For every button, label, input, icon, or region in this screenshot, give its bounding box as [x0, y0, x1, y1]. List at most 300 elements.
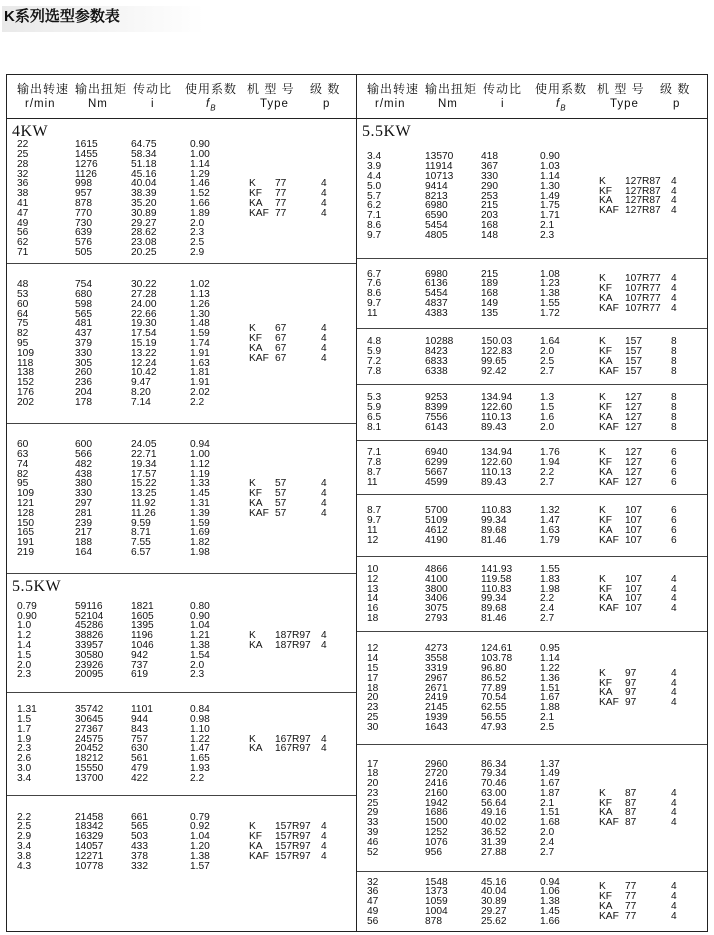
factor-value: 1.46: [190, 178, 210, 190]
factor-value: 1.47: [540, 515, 560, 527]
ratio-value: 63.00: [481, 787, 507, 799]
torque-value: 6980: [425, 268, 448, 280]
factor-value: 2.0: [540, 421, 555, 433]
torque-value: 5700: [425, 505, 448, 517]
torque-value: 2960: [425, 758, 448, 770]
speed-value: 3.4: [17, 772, 32, 784]
torque-value: 4805: [425, 229, 448, 241]
pole-count: 6: [671, 505, 677, 517]
value-column: [75, 813, 103, 872]
ratio-value: 630: [131, 743, 148, 755]
value-column: [367, 878, 378, 927]
speed-value: 1.4: [17, 639, 32, 651]
ratio-value: 122.60: [481, 402, 513, 414]
speed-value: 2.3: [17, 669, 32, 681]
model-size: 57: [275, 497, 287, 509]
ratio-value: 22.66: [131, 308, 157, 320]
model-type: K: [249, 478, 256, 490]
pole-count: 6: [671, 476, 677, 488]
speed-value: 7.8: [367, 457, 382, 469]
header-ratio-unit: i: [151, 98, 155, 110]
ratio-value: 51.18: [131, 158, 157, 170]
model-type: KA: [599, 900, 613, 912]
value-column: [190, 280, 210, 407]
pole-count: 4: [671, 273, 677, 285]
torque-value: 380: [75, 478, 92, 490]
speed-value: 4.3: [17, 860, 32, 872]
torque-value: 1252: [425, 827, 448, 839]
model-type: KF: [599, 891, 613, 903]
factor-value: 2.4: [540, 836, 555, 848]
torque-value: 5454: [425, 219, 448, 231]
pole-column: [321, 324, 327, 363]
ratio-value: 119.58: [481, 573, 512, 585]
torque-value: 6136: [425, 278, 448, 290]
model-prefix-column: [599, 882, 619, 921]
ratio-value: 1821: [131, 600, 154, 612]
pole-count: 4: [671, 593, 677, 605]
speed-value: 2.3: [17, 743, 32, 755]
ratio-value: 8.20: [131, 387, 151, 399]
model-size: 107: [625, 515, 642, 527]
ratio-value: 433: [131, 840, 148, 852]
torque-value: 998: [75, 178, 92, 190]
model-size: 127R87: [625, 185, 661, 197]
model-size-column: [275, 735, 311, 755]
factor-value: 1.87: [540, 787, 560, 799]
ratio-value: 36.52: [481, 827, 507, 839]
factor-value: 1.63: [190, 357, 210, 369]
torque-value: 1500: [425, 817, 448, 829]
torque-value: 4837: [425, 297, 448, 309]
speed-value: 1.7: [17, 723, 32, 735]
ratio-value: 110.83: [481, 583, 512, 595]
factor-value: 1.29: [190, 168, 210, 180]
torque-value: 23926: [75, 659, 104, 671]
model-size: 77: [275, 188, 287, 200]
model-type: KAF: [249, 207, 269, 219]
torque-value: 10713: [425, 170, 454, 182]
pole-count: 4: [321, 188, 327, 200]
pole-column: [321, 822, 327, 861]
speed-value: 60: [17, 298, 29, 310]
model-type: KF: [249, 488, 263, 500]
ratio-value: 28.62: [131, 227, 157, 239]
torque-value: 236: [75, 377, 92, 389]
speed-value: 1.5: [17, 714, 32, 726]
value-column: [481, 878, 507, 927]
factor-value: 2.7: [540, 365, 555, 377]
speed-value: 1.5: [17, 649, 32, 661]
ratio-value: 6.57: [131, 546, 151, 558]
torque-value: 2967: [425, 672, 448, 684]
model-size: 127: [625, 421, 642, 433]
ratio-value: 62.55: [481, 702, 507, 714]
factor-value: 1.66: [540, 915, 560, 927]
speed-value: 6.2: [367, 200, 382, 212]
speed-value: 63: [17, 448, 29, 460]
model-type: K: [599, 447, 606, 459]
pole-count: 4: [671, 175, 677, 187]
header-row-right: [357, 75, 707, 119]
ratio-value: 9.47: [131, 377, 151, 389]
factor-value: 1.49: [540, 768, 560, 780]
ratio-value: 13.22: [131, 347, 157, 359]
section: [7, 796, 356, 888]
model-size-column: [275, 179, 286, 218]
section: [7, 264, 356, 424]
factor-value: 1.03: [540, 161, 560, 173]
ratio-value: 89.43: [481, 476, 507, 488]
speed-value: 60: [17, 439, 29, 451]
model-type: KA: [599, 195, 613, 207]
model-type: KA: [599, 355, 613, 367]
speed-value: 3.0: [17, 763, 32, 775]
factor-value: 1.91: [190, 347, 210, 359]
value-column: [75, 705, 103, 783]
value-column: [75, 440, 92, 558]
factor-value: 1.00: [190, 448, 210, 460]
value-column: [131, 280, 157, 407]
factor-value: 1.19: [190, 468, 210, 480]
speed-value: 22: [17, 139, 29, 151]
speed-value: 150: [17, 517, 34, 529]
torque-value: 2671: [425, 682, 448, 694]
model-size: 127: [625, 411, 642, 423]
ratio-value: 215: [481, 268, 498, 280]
pole-column: [321, 631, 327, 651]
ratio-value: 17.54: [131, 328, 157, 340]
pole-count: 4: [671, 195, 677, 207]
model-size: 167R97: [275, 743, 311, 755]
model-type: KF: [599, 677, 613, 689]
torque-value: 598: [75, 298, 92, 310]
model-size: 127: [625, 392, 642, 404]
model-size: 107: [625, 603, 642, 615]
speed-value: 47: [17, 207, 29, 219]
torque-value: 3406: [425, 593, 448, 605]
factor-value: 1.37: [540, 758, 560, 770]
torque-value: 18212: [75, 753, 104, 765]
model-size: 107R77: [625, 292, 661, 304]
torque-value: 164: [75, 546, 92, 558]
model-size: 77: [625, 881, 637, 893]
ratio-value: 122.83: [481, 346, 513, 358]
torque-value: 3558: [425, 653, 448, 665]
model-prefix-column: [599, 274, 619, 313]
model-type: KA: [599, 466, 613, 478]
value-column: [481, 152, 498, 240]
model-size: 157: [625, 336, 642, 348]
speed-value: 39: [367, 827, 379, 839]
torque-value: 1076: [425, 836, 448, 848]
ratio-value: 1395: [131, 620, 154, 632]
ratio-value: 141.93: [481, 564, 513, 576]
pole-count: 4: [671, 677, 677, 689]
model-type: KF: [599, 283, 613, 295]
torque-value: 11914: [425, 161, 453, 173]
ratio-value: 11.92: [131, 497, 156, 509]
factor-value: 1.21: [190, 630, 210, 642]
value-column: [367, 393, 381, 432]
header-model-unit: Type: [610, 98, 639, 110]
speed-value: 128: [17, 507, 34, 519]
value-column: [190, 440, 210, 558]
torque-value: 6980: [425, 200, 448, 212]
torque-value: 566: [75, 448, 92, 460]
ratio-value: 12.24: [131, 357, 157, 369]
model-type: KAF: [599, 817, 619, 829]
model-type: KF: [249, 188, 263, 200]
model-prefix-column: [249, 735, 263, 755]
ratio-value: 45.16: [131, 168, 157, 180]
factor-value: 2.0: [190, 659, 205, 671]
ratio-value: 134.94: [481, 392, 513, 404]
model-size: 87: [625, 797, 637, 809]
value-column: [17, 813, 31, 872]
model-type: KAF: [599, 534, 619, 546]
ratio-value: 31.39: [481, 836, 507, 848]
factor-value: 1.55: [540, 564, 560, 576]
torque-value: 45286: [75, 620, 104, 632]
value-column: [540, 644, 560, 732]
factor-value: 1.75: [540, 200, 560, 212]
pole-count: 6: [671, 534, 677, 546]
value-column: [17, 705, 37, 783]
factor-value: 1.06: [540, 886, 560, 898]
ratio-value: 944: [131, 714, 148, 726]
pole-count: 4: [321, 850, 327, 862]
factor-value: 2.2: [190, 396, 205, 408]
ratio-value: 99.34: [481, 515, 507, 527]
torque-value: 27367: [75, 723, 104, 735]
factor-value: 2.0: [190, 217, 205, 229]
model-size-column: [275, 822, 311, 861]
model-type: KAF: [599, 910, 619, 922]
ratio-value: 19.30: [131, 318, 157, 330]
model-type: KAF: [599, 697, 619, 709]
ratio-value: 737: [131, 659, 148, 671]
model-prefix-column: [599, 506, 619, 545]
factor-value: 0.98: [190, 714, 210, 726]
torque-value: 4383: [425, 307, 448, 319]
torque-value: 6940: [425, 447, 448, 459]
model-type: KA: [599, 807, 613, 819]
factor-value: 1.33: [190, 478, 210, 490]
speed-value: 1.9: [17, 733, 32, 745]
header-poles-unit: p: [673, 98, 681, 110]
factor-value: 2.7: [540, 846, 555, 858]
torque-value: 1939: [425, 711, 448, 723]
pole-count: 4: [671, 185, 677, 197]
ratio-value: 86.52: [481, 672, 507, 684]
ratio-value: 1046: [131, 639, 154, 651]
model-type: K: [599, 573, 606, 585]
pole-count: 4: [671, 891, 677, 903]
speed-value: 41: [17, 197, 29, 209]
speed-value: 2.9: [17, 831, 32, 843]
factor-value: 1.36: [540, 672, 560, 684]
model-prefix-column: [249, 822, 269, 861]
model-size: 97: [625, 687, 637, 699]
model-type: KAF: [599, 365, 619, 377]
speed-value: 1.0: [17, 620, 32, 632]
torque-value: 600: [75, 439, 92, 451]
speed-value: 23: [367, 702, 379, 714]
model-type: K: [599, 392, 606, 404]
ratio-value: 47.93: [481, 721, 507, 733]
factor-value: 1.64: [540, 336, 560, 348]
factor-value: 1.39: [190, 507, 210, 519]
speed-value: 5.9: [367, 402, 382, 414]
speed-value: 30: [367, 721, 379, 733]
pole-count: 8: [671, 411, 677, 423]
speed-value: 16: [367, 603, 379, 615]
pole-column: [671, 575, 677, 614]
factor-value: 1.45: [540, 905, 560, 917]
pole-count: 6: [671, 515, 677, 527]
model-size: 187R97: [275, 639, 311, 651]
pole-count: 4: [321, 821, 327, 833]
ratio-value: 56.55: [481, 711, 507, 723]
ratio-value: 40.04: [481, 886, 507, 898]
header-factor: 使用系数: [535, 82, 588, 96]
model-size: 77: [275, 197, 287, 209]
pole-column: [671, 393, 677, 432]
speed-value: 191: [17, 537, 34, 549]
ratio-value: 40.02: [481, 817, 507, 829]
factor-value: 1.38: [540, 896, 560, 908]
ratio-value: 49.16: [481, 807, 507, 819]
value-column: [481, 270, 498, 319]
value-column: [481, 337, 512, 376]
model-prefix-column: [249, 179, 269, 218]
header-poles: 级 数: [660, 82, 691, 96]
torque-value: 30645: [75, 714, 104, 726]
torque-value: 1126: [75, 168, 97, 180]
speed-value: 82: [17, 328, 29, 340]
speed-value: 118: [17, 357, 34, 369]
ratio-value: 7.14: [131, 396, 151, 408]
speed-value: 8.6: [367, 288, 382, 300]
speed-value: 23: [367, 787, 379, 799]
model-size-column: [275, 479, 286, 518]
section: [7, 693, 356, 796]
model-size: 167R97: [275, 733, 311, 745]
speed-value: 14: [367, 593, 379, 605]
ratio-value: 103.78: [481, 653, 513, 665]
ratio-value: 38.39: [131, 188, 157, 200]
model-type: K: [249, 178, 256, 190]
speed-value: 176: [17, 387, 34, 399]
speed-value: 32: [367, 876, 379, 888]
model-type: KAF: [599, 476, 619, 488]
factor-value: 1.20: [190, 840, 210, 852]
model-size: 67: [275, 352, 287, 364]
torque-value: 4599: [425, 476, 448, 488]
pole-column: [321, 179, 327, 218]
speed-value: 6.7: [367, 268, 382, 280]
ratio-value: 253: [481, 190, 498, 202]
ratio-value: 27.28: [131, 289, 157, 301]
value-column: [190, 813, 210, 872]
factor-value: 1.71: [540, 210, 560, 222]
speed-value: 18: [367, 768, 379, 780]
factor-value: 1.91: [190, 377, 210, 389]
pole-count: 4: [671, 603, 677, 615]
value-column: [131, 602, 154, 680]
torque-value: 1942: [425, 797, 448, 809]
speed-value: 17: [367, 672, 379, 684]
torque-value: 20095: [75, 669, 104, 681]
factor-value: 0.94: [540, 876, 560, 888]
pole-count: 4: [321, 488, 327, 500]
value-column: [75, 602, 103, 680]
factor-value: 1.74: [190, 338, 210, 350]
ratio-value: 110.13: [481, 466, 512, 478]
speed-value: 46: [367, 836, 379, 848]
torque-value: 12271: [75, 850, 104, 862]
section: [357, 495, 707, 557]
model-type: K: [599, 175, 606, 187]
parameter-table: [6, 74, 708, 932]
ratio-value: 24.00: [131, 298, 157, 310]
factor-value: 1.59: [190, 517, 210, 529]
model-type: K: [599, 505, 606, 517]
ratio-value: 35.20: [131, 197, 157, 209]
model-type: KA: [599, 687, 613, 699]
speed-value: 74: [17, 458, 29, 470]
factor-value: 1.66: [190, 197, 210, 209]
value-column: [425, 760, 448, 858]
speed-value: 2.5: [17, 821, 32, 833]
speed-value: 25: [17, 148, 29, 160]
speed-value: 56: [17, 227, 29, 239]
model-size-column: [625, 669, 636, 708]
section: [357, 441, 707, 495]
speed-value: 7.2: [367, 355, 382, 367]
section: [7, 119, 356, 264]
speed-value: 5.7: [367, 190, 382, 202]
pole-column: [671, 506, 677, 545]
torque-value: 2160: [425, 787, 448, 799]
section: [7, 574, 356, 693]
ratio-value: 20.25: [131, 246, 157, 258]
value-column: [367, 152, 381, 240]
torque-value: 1373: [425, 886, 448, 898]
ratio-value: 9.59: [131, 517, 151, 529]
factor-value: 1.04: [190, 831, 210, 843]
torque-value: 6833: [425, 355, 448, 367]
speed-value: 8.6: [367, 219, 382, 231]
speed-value: 7.6: [367, 278, 382, 290]
speed-value: 75: [17, 318, 29, 330]
pole-count: 4: [321, 352, 327, 364]
pole-count: 6: [671, 524, 677, 536]
section: [7, 424, 356, 574]
torque-value: 1615: [75, 139, 98, 151]
model-size: 127: [625, 466, 642, 478]
ratio-value: 89.43: [481, 421, 507, 433]
factor-value: 2.1: [540, 219, 555, 231]
factor-value: 1.48: [190, 318, 210, 330]
factor-value: 0.80: [190, 600, 210, 612]
speed-value: 109: [17, 488, 34, 500]
factor-value: 1.13: [190, 289, 210, 301]
factor-value: 1.12: [190, 458, 210, 470]
factor-value: 0.79: [190, 811, 210, 823]
model-prefix-column: [599, 789, 619, 828]
